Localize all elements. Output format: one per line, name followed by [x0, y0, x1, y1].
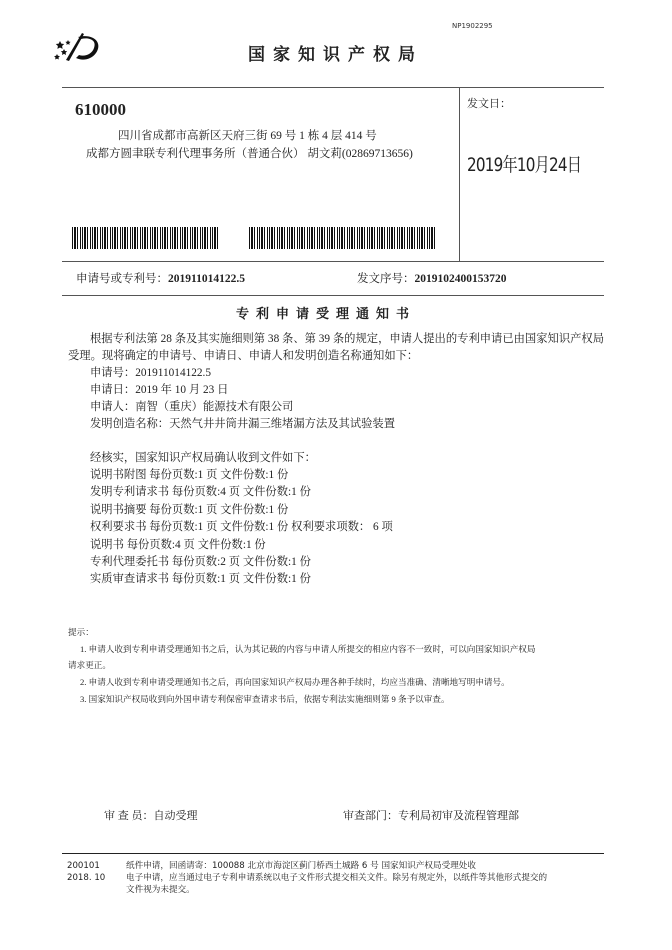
postal-code: 610000	[75, 100, 126, 119]
application-number-row	[76, 270, 245, 286]
title-rule	[62, 295, 604, 296]
footer-line-2: 电子申请，应当通过电子专利申请系统以电子文件形式提交相关文件。除另有规定外，以纸件等其他形式提交的	[126, 873, 548, 883]
document-item: 发明专利请求书 每份页数:4 页 文件份数:1 份	[90, 486, 311, 499]
vertical-divider	[459, 87, 460, 262]
footer-code-1: 200101	[67, 861, 100, 871]
footer-line-1: 纸件申请，回函请寄：100088 北京市海淀区蓟门桥西土城路 6 号 国家知识产权局受理处收	[126, 861, 476, 871]
field-applicant: 申请人：南智（重庆）能源技术有限公司	[90, 401, 294, 413]
document-item: 说明书附图 每份页数:1 页 文件份数:1 份	[90, 469, 289, 481]
notice-fields	[90, 365, 395, 433]
top-rule	[62, 87, 604, 88]
field-application-number: 申请号：201911014122.5	[90, 367, 212, 379]
document-list	[90, 467, 393, 589]
document-item: 权利要求书 每份页数:1 页 文件份数:1 份 权利要求项数： 6 项	[90, 521, 393, 534]
issue-date-label: 发文日：	[467, 98, 511, 110]
footer-text	[126, 860, 606, 896]
barcode-right	[249, 227, 436, 249]
emblem-icon	[54, 27, 104, 65]
footer-line-3: 文件视为未提交。	[126, 885, 195, 895]
tip-1a: 1. 申请人收到专利申请受理通知书之后，认为其记载的内容与申请人所提交的相应内容不一致时，可以向国家知识产权局	[80, 644, 536, 654]
barcode-left	[72, 227, 218, 249]
footer-rule	[62, 853, 604, 854]
notice-paragraph-1: 根据专利法第 28 条及其实施细则第 38 条、第 39 条的规定，申请人提出的专利申请已由国家知识产权局	[90, 333, 605, 345]
examining-department: 审查部门：专利局初审及流程管理部	[343, 810, 519, 822]
tips-heading: 提示：	[68, 627, 94, 637]
office-name: 国家知识产权局	[248, 45, 423, 64]
document-item: 说明书摘要 每份页数:1 页 文件份数:1 份	[90, 503, 289, 516]
serial-number-row	[357, 270, 507, 286]
field-filing-date: 申请日：2019 年 10 月 23 日	[90, 384, 229, 396]
tip-1b: 请求更正。	[68, 660, 111, 670]
recipient-agency: 成都方圆聿联专利代理事务所（普通合伙） 胡文莉(02869713656)	[86, 148, 413, 160]
tip-2: 2. 申请人收到专利申请受理通知书之后，再向国家知识产权局办理各种手续时，均应当准确、清晰地写明申请号。	[80, 677, 510, 687]
verification-intro: 经核实，国家知识产权局确认收到文件如下：	[90, 452, 316, 464]
application-number: 201911014122.5	[168, 273, 245, 285]
examiner: 审 查 员：自动受理	[104, 810, 198, 822]
document-item: 说明书 每份页数:4 页 文件份数:1 份	[90, 538, 266, 551]
cnipa-logo	[54, 27, 104, 65]
footer-code-2: 2018. 10	[67, 873, 106, 883]
document-item: 专利代理委托书 每份页数:2 页 文件份数:1 份	[90, 556, 311, 569]
serial-number: 2019102400153720	[414, 273, 507, 285]
issue-date: 2019年10月24日	[467, 154, 582, 176]
application-number-label: 申请号或专利号：	[76, 273, 168, 285]
tip-3: 3. 国家知识产权局收到向外国申请专利保密审查请求书后，依据专利法实施细则第 9 条予以审查。	[80, 694, 450, 704]
notice-paragraph-2: 受理。现将确定的申请号、申请日、申请人和发明创造名称通知如下：	[68, 350, 419, 362]
field-invention-title: 发明创造名称：天然气井井筒井漏三维堵漏方法及其试验装置	[90, 418, 396, 430]
document-item: 实质审查请求书 每份页数:1 页 文件份数:1 份	[90, 573, 311, 586]
recipient-address: 四川省成都市高新区天府三街 69 号 1 栋 4 层 414 号	[118, 130, 377, 142]
mid-rule	[62, 261, 604, 262]
serial-number-label: 发文序号：	[357, 273, 415, 285]
document-code: NP1902295	[452, 22, 493, 30]
notice-title: 专利申请受理通知书	[236, 306, 417, 321]
